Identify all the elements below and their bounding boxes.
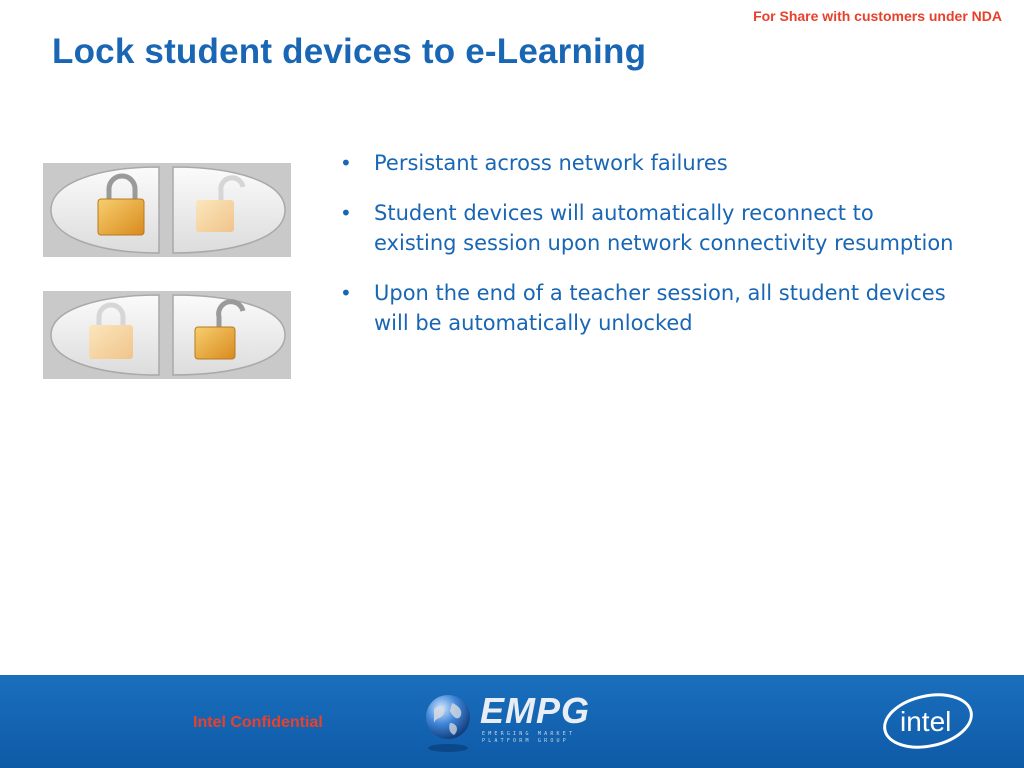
confidential-label: Intel Confidential: [193, 714, 323, 731]
bullet-item: [338, 278, 958, 338]
bullet-item: [338, 198, 958, 258]
bullet-dot: •: [340, 281, 352, 305]
lock-toggle-unlocked: [43, 291, 291, 379]
lock-toggle-unlocked-graphic: [43, 291, 291, 379]
bullet-text: Upon the end of a teacher session, all student devices will be automatically unlocked: [374, 281, 946, 335]
lock-toggle-locked: [43, 163, 291, 257]
svg-text:intel: intel: [900, 706, 952, 737]
intel-logo: [882, 689, 978, 753]
slide-title: Lock student devices to e-Learning: [52, 32, 647, 71]
nda-notice: For Share with customers under NDA: [753, 8, 1002, 24]
bullet-item: [338, 148, 958, 178]
globe-icon: [424, 693, 472, 755]
empg-logo: EMPG: [480, 690, 591, 731]
bullet-dot: •: [340, 201, 352, 225]
footer-bar: [0, 675, 1024, 768]
bullet-list: [338, 148, 958, 358]
bullet-text: Student devices will automatically reconnect to existing session upon network connectivity resumption: [374, 201, 954, 255]
bullet-text: Persistant across network failures: [374, 151, 728, 175]
empg-tagline: EMERGING MARKET PLATFORM GROUP: [482, 731, 576, 744]
lock-toggle-locked-graphic: [43, 163, 291, 257]
bullet-dot: •: [340, 151, 352, 175]
